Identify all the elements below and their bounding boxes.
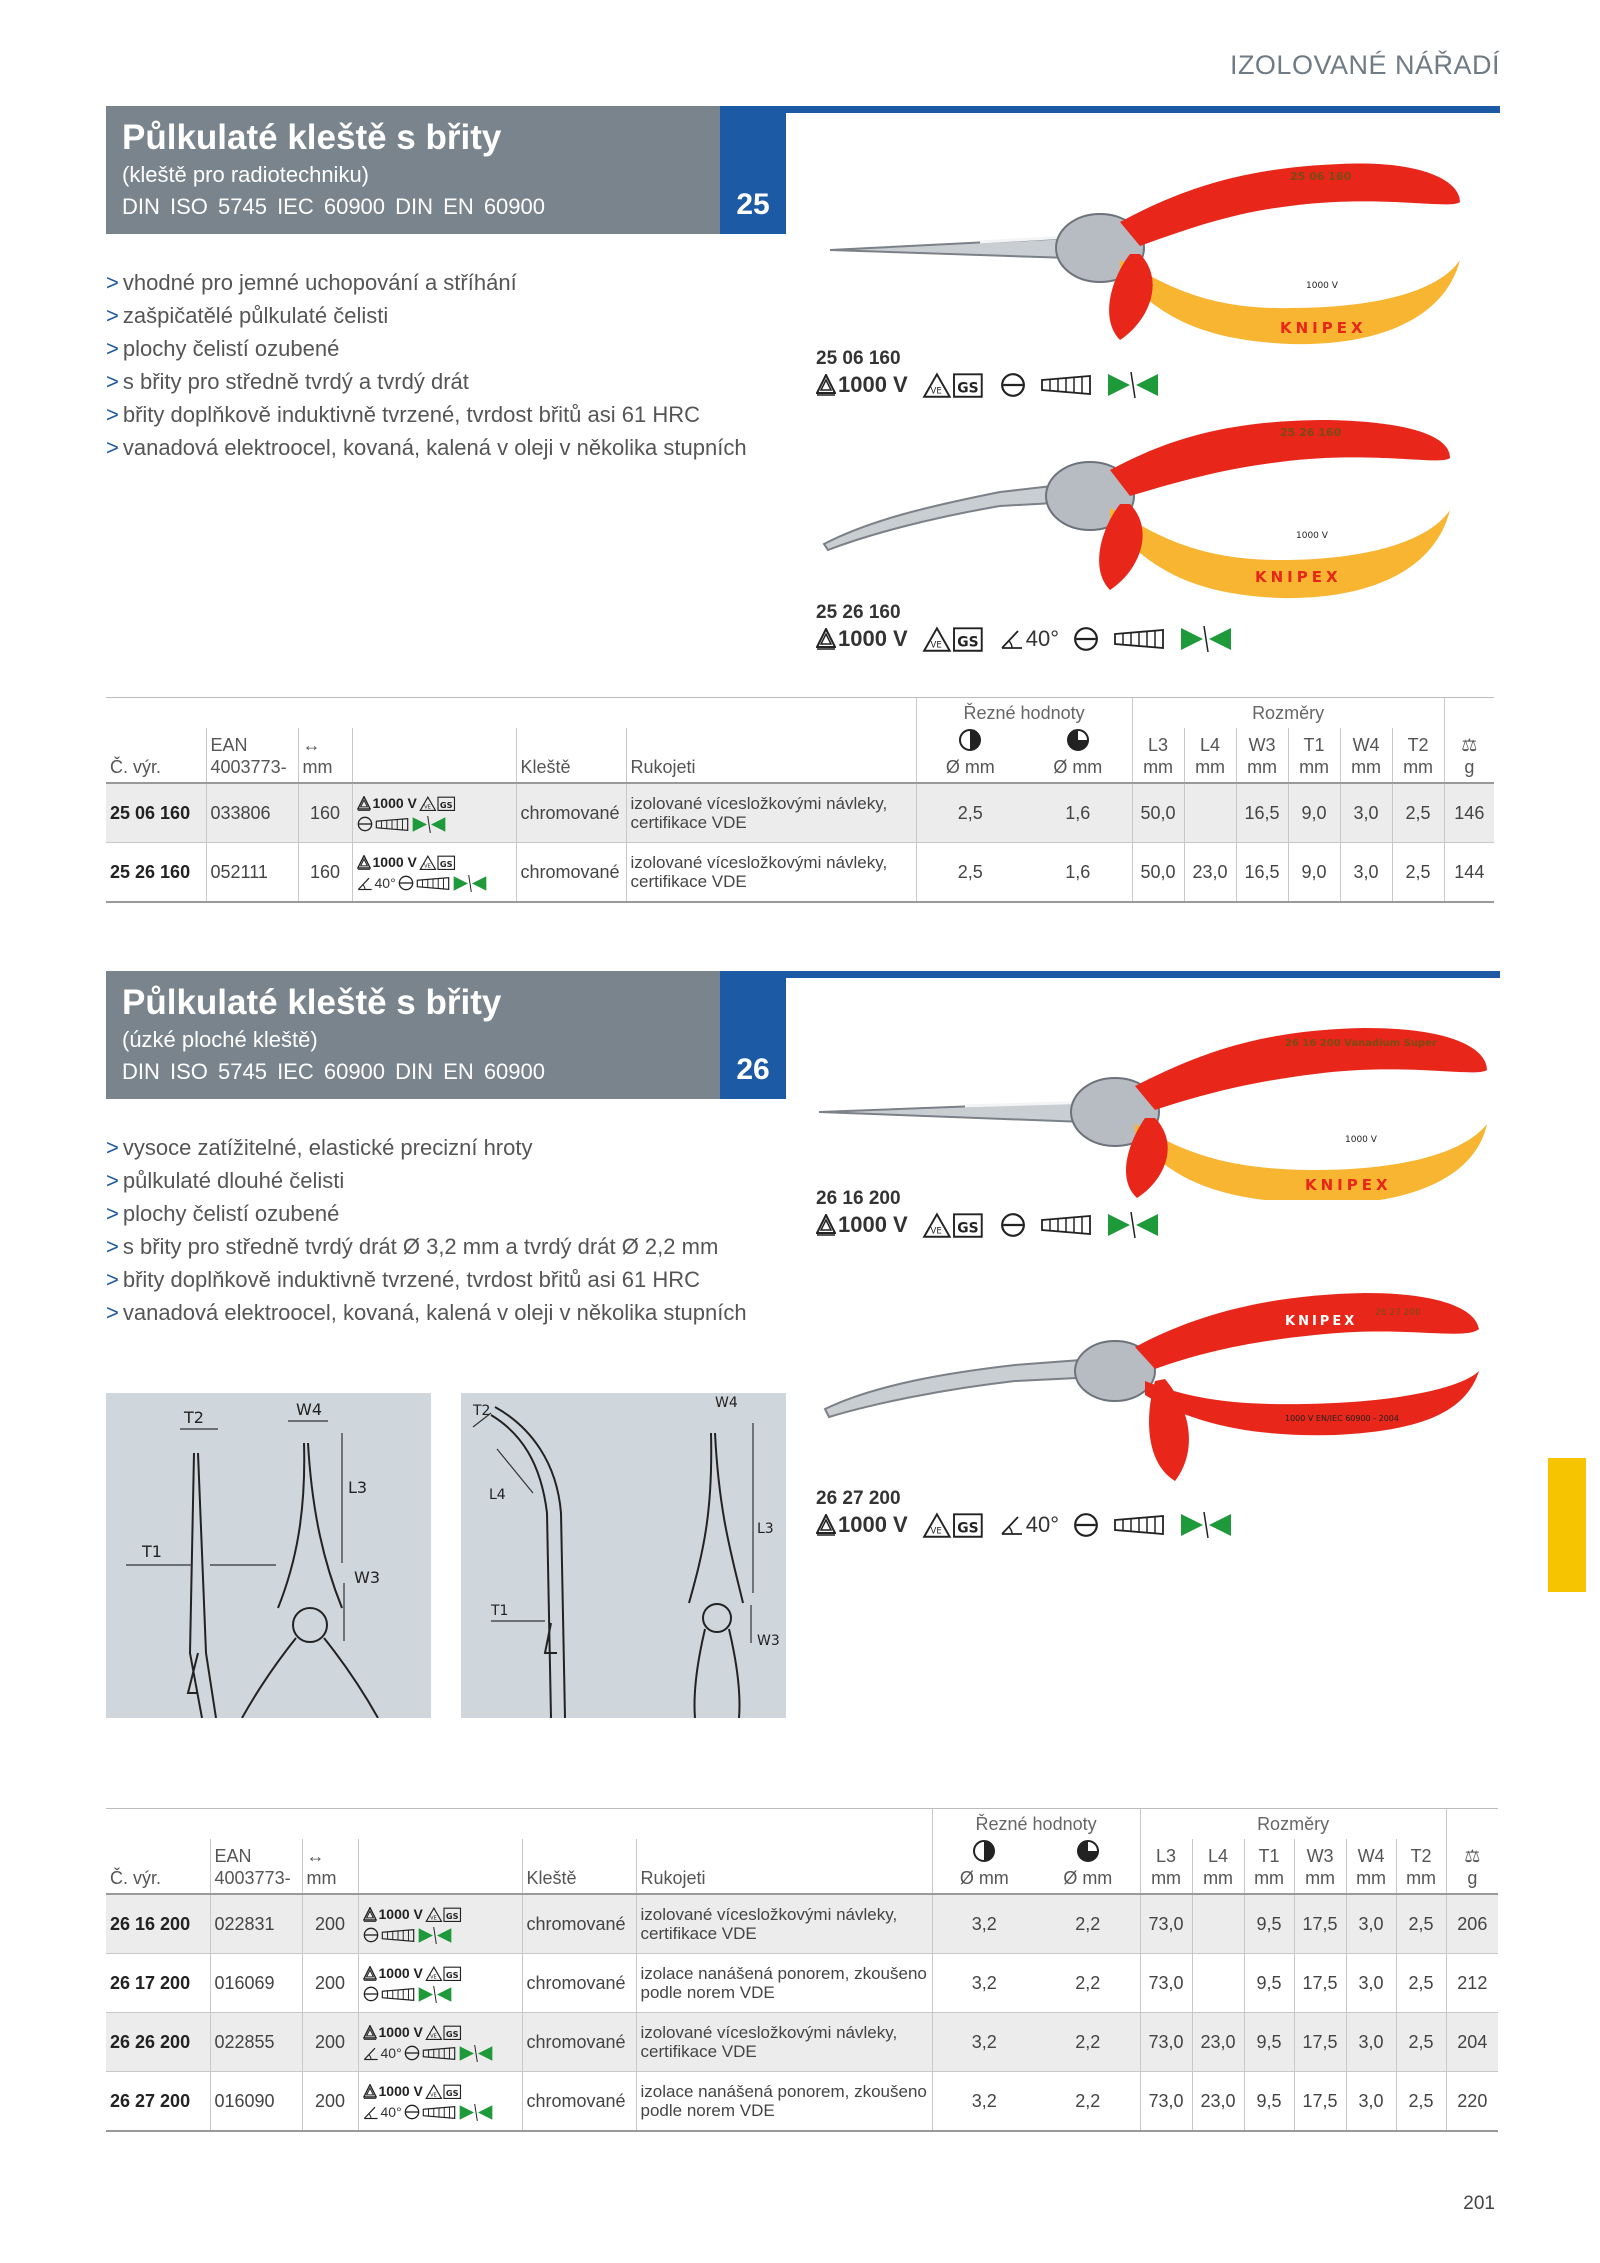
dim-label: T1	[142, 1542, 162, 1561]
handle-print: 26 27 200	[1375, 1308, 1421, 1318]
col-cut-hard: Ø mm	[1036, 1839, 1140, 1894]
insulation-triangle-icon	[363, 2084, 377, 2099]
serrated-jaw-icon	[381, 1928, 415, 1943]
feature-list-25	[106, 266, 747, 464]
angle-rating: 40°	[1000, 626, 1059, 652]
hard-wire-icon	[1077, 1840, 1099, 1862]
half-round-nose-icon	[1073, 626, 1099, 652]
col-cat: Č. výr.	[110, 757, 162, 777]
half-round-nose-icon	[398, 875, 414, 891]
voltage-rating: 1000 V	[816, 1512, 908, 1538]
half-round-nose-icon	[357, 816, 373, 832]
voltage-rating: 1000 V	[816, 1212, 908, 1238]
col-cut-medium: Ø mm	[932, 1839, 1036, 1894]
insulation-triangle-icon	[816, 1514, 836, 1536]
cutting-edge-icon	[458, 2045, 494, 2062]
spec-table-25	[106, 697, 1494, 903]
insulation-triangle-icon	[363, 1907, 377, 1922]
dim-label: W4	[715, 1395, 738, 1411]
section-header-25	[106, 106, 720, 234]
dim-label: T2	[473, 1403, 491, 1419]
dim-label: T2	[184, 1408, 204, 1427]
angle-icon	[363, 2105, 379, 2120]
pictogram-row	[816, 1208, 1160, 1242]
vde-gs-icon	[425, 2083, 463, 2100]
vde-gs-icon	[419, 795, 457, 812]
col-T1: T1 mm	[1288, 728, 1340, 783]
vde-gs-icon	[419, 854, 457, 871]
dim-label: L3	[757, 1521, 774, 1537]
col-T2: T2 mm	[1392, 728, 1444, 783]
dim-label: W3	[354, 1568, 380, 1587]
pictogram-row	[816, 622, 1233, 656]
half-round-nose-icon	[363, 1986, 379, 2002]
serrated-jaw-icon	[1113, 1513, 1165, 1537]
serrated-jaw-icon	[1040, 373, 1092, 397]
vde-gs-icon	[425, 2024, 463, 2041]
feature-item: > vanadová elektroocel, kovaná, kalená v oleji v několika stupních	[106, 431, 747, 464]
section-subtitle: (kleště pro radiotechniku)	[122, 162, 370, 187]
chapter-tab	[1548, 1458, 1586, 1592]
voltage-print: 1000 V	[1306, 281, 1338, 291]
col-pliers: Kleště	[522, 1839, 636, 1894]
row-pictograms: 1000 V	[352, 783, 516, 843]
pictogram-row	[816, 368, 1160, 402]
row-pictograms: 1000 V	[358, 1954, 522, 2013]
vde-gs-icon	[425, 1906, 463, 1923]
col-L3: L3 mm	[1132, 728, 1184, 783]
section-rule-26	[786, 971, 1500, 978]
page-number: 201	[1463, 2193, 1495, 2214]
row-pictograms: 1000 V 40°	[352, 843, 516, 903]
col-cut-medium: Ø mm	[916, 728, 1024, 783]
cutting-edge-icon	[452, 875, 488, 892]
cutting-edge-icon	[1106, 372, 1160, 398]
serrated-jaw-icon	[1040, 1213, 1092, 1237]
group-dimensions: Rozměry	[1132, 698, 1444, 729]
section-number: 26	[720, 971, 786, 1099]
col-length: ↔ mm	[302, 1839, 358, 1894]
col-pliers: Kleště	[516, 728, 626, 783]
dim-label: W3	[757, 1633, 780, 1649]
insulation-triangle-icon	[816, 374, 836, 396]
product-code: 25 26 160	[816, 602, 901, 623]
feature-item: > vanadová elektroocel, kovaná, kalená v oleji v několika stupních	[106, 1296, 747, 1329]
dim-label: W4	[296, 1400, 322, 1419]
section-subtitle: (úzké ploché kleště)	[122, 1027, 318, 1052]
col-handles: Rukojeti	[636, 1839, 932, 1894]
feature-item: > s břity pro středně tvrdý a tvrdý drát	[106, 365, 747, 398]
col-ean: EAN 4003773-	[206, 728, 298, 783]
vde-gs-icon	[922, 1211, 986, 1239]
serrated-jaw-icon	[381, 1987, 415, 2002]
half-round-nose-icon	[404, 2045, 420, 2061]
handle-print: 26 16 200 Vanadium Super	[1285, 1038, 1437, 1049]
feature-item: > plochy čelistí ozubené	[106, 1197, 747, 1230]
product-code: 25 06 160	[816, 348, 901, 369]
dim-label: L3	[348, 1478, 368, 1497]
cutting-edge-icon	[411, 816, 447, 833]
feature-item: > vysoce zatížitelné, elastické precizní hroty	[106, 1131, 747, 1164]
cutting-edge-icon	[417, 1927, 453, 1944]
spec-table-26	[106, 1808, 1498, 2132]
feature-list-26	[106, 1131, 747, 1329]
col-T2: T2 mm	[1396, 1839, 1446, 1894]
pliers-image-26-27-200	[815, 1285, 1495, 1485]
pliers-image-26-16-200	[815, 1020, 1495, 1200]
half-round-nose-icon	[404, 2104, 420, 2120]
table-row: 26 17 200 016069 200 1000 V chromované izolace nanášená ponorem, zkoušeno podle norem VDE 3,2 2,2 73,0 9,5 17,5 3,0 2,5 212	[106, 1954, 1498, 2013]
cutting-edge-icon	[417, 1986, 453, 2003]
half-round-nose-icon	[1073, 1512, 1099, 1538]
angle-icon	[1000, 628, 1024, 650]
table-row: 26 16 200 022831 200 1000 V chromované izolované vícesložkovými návleky, certifikace VDE 3,2 2,2 73,0 9,5 17,5 3,0 2,5 206	[106, 1894, 1498, 1954]
col-cut-hard: Ø mm	[1024, 728, 1132, 783]
section-title: Půlkulaté kleště s břity	[122, 118, 502, 157]
insulation-triangle-icon	[816, 628, 836, 650]
product-code: 26 27 200	[816, 1488, 901, 1509]
insulation-triangle-icon	[357, 855, 371, 870]
group-dimensions: Rozměry	[1140, 1809, 1446, 1840]
col-weight: ⚖ g	[1444, 728, 1494, 783]
table-row: 25 06 160 033806 160 1000 V chromované izolované vícesložkovými návleky, certifikace VDE 2,5 1,6 50,0 16,5 9,0 3,0 2,5 146	[106, 783, 1494, 843]
insulation-triangle-icon	[816, 1214, 836, 1236]
vde-gs-icon	[922, 1511, 986, 1539]
serrated-jaw-icon	[416, 876, 450, 891]
feature-item: > břity doplňkově induktivně tvrzené, tvrdost břitů asi 61 HRC	[106, 1263, 747, 1296]
col-T1: T1 mm	[1244, 1839, 1294, 1894]
col-W4: W4 mm	[1346, 1839, 1396, 1894]
vde-gs-icon	[922, 371, 986, 399]
serrated-jaw-icon	[422, 2046, 456, 2061]
voltage-print: 1000 V	[1345, 1135, 1377, 1145]
row-pictograms: 1000 V	[358, 1894, 522, 1954]
half-round-nose-icon	[1000, 1212, 1026, 1238]
half-round-nose-icon	[363, 1927, 379, 1943]
feature-item: > půlkulaté dlouhé čelisti	[106, 1164, 747, 1197]
cutting-edge-icon	[1179, 626, 1233, 652]
table-row: 26 27 200 016090 200 1000 V 40° chromované izolace nanášená ponorem, zkoušeno podle norem VDE 3,2 2,2 73,0 23,0 9,5 17,5 3,0 2,5 220	[106, 2072, 1498, 2132]
col-W4: W4 mm	[1340, 728, 1392, 783]
technical-drawing-angled	[461, 1393, 786, 1718]
medium-wire-icon	[973, 1840, 995, 1862]
col-W3: W3 mm	[1236, 728, 1288, 783]
section-rule-25	[786, 106, 1500, 113]
voltage-print: 1000 V EN/IEC 60900 - 2004	[1285, 1414, 1399, 1423]
technical-drawing-straight	[106, 1393, 431, 1718]
col-L4: L4 mm	[1192, 1839, 1244, 1894]
table-row: 26 26 200 022855 200 1000 V 40° chromované izolované vícesložkovými návleky, certifikace VDE 3,2 2,2 73,0 23,0 9,5 17,5 3,0 2,5 204	[106, 2013, 1498, 2072]
cutting-edge-icon	[458, 2104, 494, 2121]
angle-icon	[1000, 1514, 1024, 1536]
feature-item: > zašpičatělé půlkulaté čelisti	[106, 299, 747, 332]
col-ean: EAN 4003773-	[210, 1839, 302, 1894]
group-cut-values: Řezné hodnoty	[932, 1809, 1140, 1840]
scale-icon: ⚖	[1461, 735, 1478, 755]
pliers-image-25-26-160	[810, 410, 1470, 610]
hard-wire-icon	[1067, 729, 1089, 751]
col-cat: Č. výr.	[110, 1868, 162, 1888]
row-pictograms: 1000 V 40°	[358, 2013, 522, 2072]
col-weight: ⚖ g	[1446, 1839, 1498, 1894]
voltage-rating: 1000 V	[816, 372, 908, 398]
cutting-edge-icon	[1179, 1512, 1233, 1538]
serrated-jaw-icon	[375, 817, 409, 832]
brand-mark: KNIPEX	[1285, 1314, 1358, 1329]
group-cut-values: Řezné hodnoty	[916, 698, 1132, 729]
feature-item: > s břity pro středně tvrdý drát Ø 3,2 mm a tvrdý drát Ø 2,2 mm	[106, 1230, 747, 1263]
row-pictograms: 1000 V 40°	[358, 2072, 522, 2132]
cutting-edge-icon	[1106, 1212, 1160, 1238]
half-round-nose-icon	[1000, 372, 1026, 398]
section-title: Půlkulaté kleště s břity	[122, 983, 502, 1022]
col-handles: Rukojeti	[626, 728, 916, 783]
pictogram-row	[816, 1508, 1233, 1542]
serrated-jaw-icon	[422, 2105, 456, 2120]
dim-label: L4	[489, 1487, 506, 1503]
section-norms: DIN ISO 5745 IEC 60900 DIN EN 60900	[122, 1059, 545, 1084]
angle-icon	[363, 2046, 379, 2061]
handle-print: 25 26 160	[1280, 426, 1342, 439]
section-header-26	[106, 971, 720, 1099]
feature-item: > plochy čelistí ozubené	[106, 332, 747, 365]
feature-item: > břity doplňkově induktivně tvrzené, tvrdost břitů asi 61 HRC	[106, 398, 747, 431]
voltage-print: 1000 V	[1296, 531, 1328, 541]
serrated-jaw-icon	[1113, 627, 1165, 651]
angle-rating: 40°	[1000, 1512, 1059, 1538]
dim-label: T1	[491, 1603, 509, 1619]
scale-icon: ⚖	[1464, 1846, 1481, 1866]
vde-gs-icon	[922, 625, 986, 653]
insulation-triangle-icon	[357, 796, 371, 811]
voltage-rating: 1000 V	[816, 626, 908, 652]
handle-print: 25 06 160	[1290, 170, 1352, 183]
brand-mark: KNIPEX	[1305, 1176, 1392, 1194]
product-code: 26 16 200	[816, 1188, 901, 1209]
col-length: ↔ mm	[298, 728, 352, 783]
table-row: 25 26 160 052111 160 1000 V 40° chromované izolované vícesložkovými návleky, certifikace VDE 2,5 1,6 50,0 23,0 16,5 9,0 3,0 2,5 144	[106, 843, 1494, 903]
medium-wire-icon	[959, 729, 981, 751]
col-L3: L3 mm	[1140, 1839, 1192, 1894]
pliers-image-25-06-160	[820, 150, 1470, 350]
length-arrow-icon: ↔	[302, 735, 321, 755]
feature-item: > vhodné pro jemné uchopování a stříhání	[106, 266, 747, 299]
length-arrow-icon: ↔	[306, 1846, 325, 1866]
brand-mark: KNIPEX	[1280, 319, 1367, 337]
section-norms: DIN ISO 5745 IEC 60900 DIN EN 60900	[122, 194, 545, 219]
insulation-triangle-icon	[363, 2025, 377, 2040]
insulation-triangle-icon	[363, 1966, 377, 1981]
col-W3: W3 mm	[1294, 1839, 1346, 1894]
category-title: IZOLOVANÉ NÁŘADÍ	[1229, 50, 1500, 80]
angle-icon	[357, 876, 373, 891]
brand-mark: KNIPEX	[1255, 568, 1342, 586]
col-L4: L4 mm	[1184, 728, 1236, 783]
vde-gs-icon	[425, 1965, 463, 1982]
section-number: 25	[720, 106, 786, 234]
